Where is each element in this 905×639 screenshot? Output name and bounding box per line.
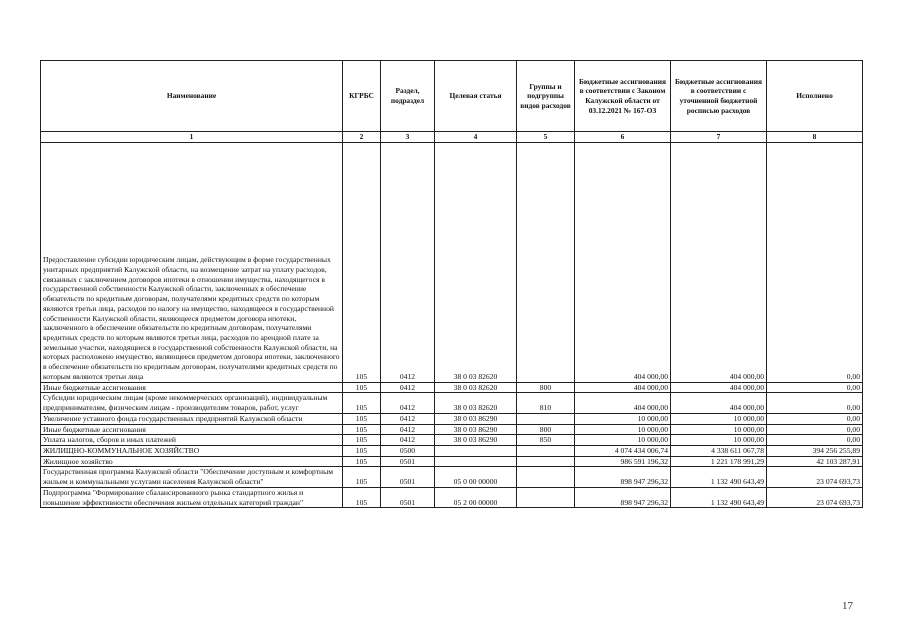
table-header-row [41, 61, 863, 132]
col-header-kgrbs: КГРБС [343, 61, 381, 132]
row-refined-amount: 404 000,00 [671, 142, 767, 382]
row-law-amount: 404 000,00 [575, 382, 671, 393]
col-header-law: Бюджетные ассигнования в соответствии с Законом Калужской области от 03.12.2021 № 167-ОЗ [575, 61, 671, 132]
row-kgrbs: 105 [343, 424, 381, 435]
table-row [41, 393, 863, 413]
row-kgrbs: 105 [343, 435, 381, 446]
row-done-amount: 0,00 [767, 393, 863, 413]
row-law-amount: 898 947 296,32 [575, 467, 671, 487]
row-law-amount: 10 000,00 [575, 424, 671, 435]
col-header-name: Наименование [41, 61, 343, 132]
row-done-amount: 0,00 [767, 435, 863, 446]
row-name: Подпрограмма "Формирование сбалансированного рынка стандартного жилья и повышение эффективности обеспечения жильем отдельных категорий граждан" [41, 487, 343, 507]
row-target: 05 2 00 00000 [435, 487, 517, 507]
budget-sheet [40, 60, 862, 508]
row-refined-amount: 404 000,00 [671, 393, 767, 413]
row-section: 0412 [381, 435, 435, 446]
page-number: 17 [842, 600, 853, 612]
row-target: 38 0 03 82620 [435, 142, 517, 382]
row-section: 0500 [381, 445, 435, 456]
table-row [41, 445, 863, 456]
row-kgrbs: 105 [343, 467, 381, 487]
col-number: 3 [381, 132, 435, 143]
row-section: 0412 [381, 382, 435, 393]
row-done-amount: 23 074 693,73 [767, 467, 863, 487]
col-header-group: Группы и подгруппы видов расходов [517, 61, 575, 132]
col-number: 2 [343, 132, 381, 143]
row-group [517, 456, 575, 467]
col-header-done: Исполнено [767, 61, 863, 132]
row-kgrbs: 105 [343, 456, 381, 467]
row-target: 38 0 03 86290 [435, 435, 517, 446]
row-done-amount: 0,00 [767, 382, 863, 393]
row-group [517, 413, 575, 424]
row-refined-amount: 10 000,00 [671, 424, 767, 435]
row-section: 0501 [381, 456, 435, 467]
row-target: 38 0 03 82620 [435, 382, 517, 393]
row-name: ЖИЛИЩНО-КОММУНАЛЬНОЕ ХОЗЯЙСТВО [41, 445, 343, 456]
row-group [517, 467, 575, 487]
table-row [41, 142, 863, 382]
row-target: 38 0 03 86290 [435, 424, 517, 435]
col-header-target: Целевая статья [435, 61, 517, 132]
row-law-amount: 10 000,00 [575, 435, 671, 446]
col-number: 6 [575, 132, 671, 143]
row-target [435, 445, 517, 456]
row-law-amount: 404 000,00 [575, 393, 671, 413]
row-name: Увеличение уставного фонда государственных предприятий Калужской области [41, 413, 343, 424]
row-group: 800 [517, 382, 575, 393]
row-section: 0412 [381, 413, 435, 424]
row-kgrbs: 105 [343, 413, 381, 424]
row-name: Жилищное хозяйство [41, 456, 343, 467]
row-law-amount: 4 074 434 006,74 [575, 445, 671, 456]
row-law-amount: 404 000,00 [575, 142, 671, 382]
row-name: Предоставление субсидии юридическим лицам, действующим в форме государственных унитарных предприятий Калужской области, на возмещение затрат на уплату расходов, связанных с заключением договоров ипотеки в отношении имущества, находящегося в государственной собственности Калужской области, заключенных в обеспечение обязательств по кредитным договорам, получателями кредитных средств по которым являются третьи лица, расходов по налогу на имущество, находящееся в государственной собственности Калужской области, являющееся предметом договора ипотеки, заключенного в обеспечение обязательств по кредитным договорам, получателями кредитных средств по которым являются третьи лица, расходов по арендной плате за земельные участки, находящиеся в государственной собственности Калужской области, на которых расположено имущество, являющееся предметом договора ипотеки, заключенного в обеспечение обязательств по кредитным договорам, получателями кредитных средств по которым являются третьи лица [41, 142, 343, 382]
column-numbers-row [41, 132, 863, 143]
row-done-amount: 0,00 [767, 142, 863, 382]
row-target: 38 0 03 86290 [435, 413, 517, 424]
table-row [41, 487, 863, 507]
row-done-amount: 42 103 287,91 [767, 456, 863, 467]
col-number: 4 [435, 132, 517, 143]
row-group: 810 [517, 393, 575, 413]
table-row [41, 382, 863, 393]
row-kgrbs: 105 [343, 487, 381, 507]
row-section: 0412 [381, 393, 435, 413]
row-law-amount: 898 947 296,32 [575, 487, 671, 507]
row-done-amount: 23 074 693,73 [767, 487, 863, 507]
row-refined-amount: 10 000,00 [671, 435, 767, 446]
row-kgrbs: 105 [343, 393, 381, 413]
row-refined-amount: 10 000,00 [671, 413, 767, 424]
row-refined-amount: 1 221 178 991,29 [671, 456, 767, 467]
table-row [41, 424, 863, 435]
col-number: 1 [41, 132, 343, 143]
table-row [41, 435, 863, 446]
row-refined-amount: 4 338 611 067,78 [671, 445, 767, 456]
col-header-refined: Бюджетные ассигнования в соответствии с уточненной бюджетной росписью расходов [671, 61, 767, 132]
col-number: 7 [671, 132, 767, 143]
table-row [41, 413, 863, 424]
row-kgrbs: 105 [343, 445, 381, 456]
col-header-section: Раздел, подраздел [381, 61, 435, 132]
table-row [41, 467, 863, 487]
row-target: 38 0 03 82620 [435, 393, 517, 413]
row-done-amount: 0,00 [767, 413, 863, 424]
row-group [517, 445, 575, 456]
row-target [435, 456, 517, 467]
row-refined-amount: 404 000,00 [671, 382, 767, 393]
row-refined-amount: 1 132 490 643,49 [671, 487, 767, 507]
row-name: Иные бюджетные ассигнования [41, 424, 343, 435]
row-done-amount: 0,00 [767, 424, 863, 435]
row-done-amount: 394 256 255,89 [767, 445, 863, 456]
table-row [41, 456, 863, 467]
col-number: 5 [517, 132, 575, 143]
row-section: 0501 [381, 467, 435, 487]
row-name: Уплата налогов, сборов и иных платежей [41, 435, 343, 446]
row-section: 0412 [381, 424, 435, 435]
row-group [517, 142, 575, 382]
row-group: 800 [517, 424, 575, 435]
row-name: Государственная программа Калужской области "Обеспечение доступным и комфортным жильем и коммунальными услугами населения Калужской области" [41, 467, 343, 487]
row-target: 05 0 00 00000 [435, 467, 517, 487]
budget-table [40, 60, 863, 508]
col-number: 8 [767, 132, 863, 143]
row-group: 850 [517, 435, 575, 446]
row-law-amount: 10 000,00 [575, 413, 671, 424]
row-kgrbs: 105 [343, 142, 381, 382]
row-section: 0501 [381, 487, 435, 507]
row-law-amount: 986 591 196,32 [575, 456, 671, 467]
row-name: Субсидии юридическим лицам (кроме некоммерческих организаций), индивидуальным предпринимателям, физическим лицам - производителям товаров, работ, услуг [41, 393, 343, 413]
row-refined-amount: 1 132 490 643,49 [671, 467, 767, 487]
row-name: Иные бюджетные ассигнования [41, 382, 343, 393]
row-section: 0412 [381, 142, 435, 382]
row-group [517, 487, 575, 507]
row-kgrbs: 105 [343, 382, 381, 393]
